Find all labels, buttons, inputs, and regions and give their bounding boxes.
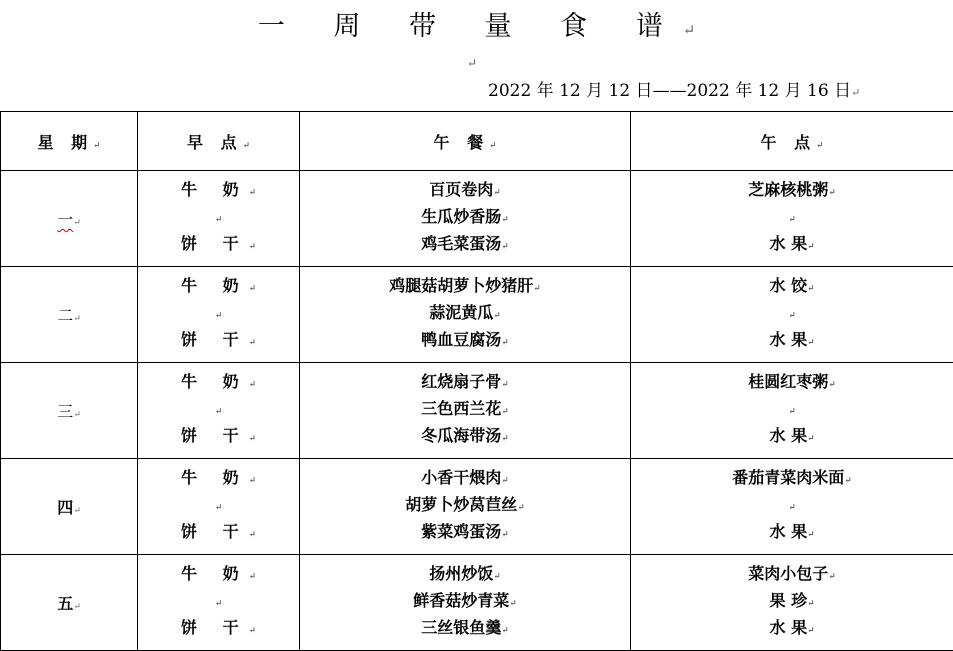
morning-snack-cell-line [138,562,299,589]
lunch-cell-line [300,466,630,493]
day-label: 二 [57,306,73,325]
paragraph-mark-icon: ↵ [788,311,795,321]
morning-snack-cell-lines [138,562,299,643]
cell-text: 饼 干 [181,330,249,349]
lunch-cell-line [300,589,630,616]
lunch-cell-lines [300,562,630,643]
paragraph-mark-icon: ↵ [493,188,500,198]
afternoon-snack-cell-lines [631,466,953,547]
day-cell [1,171,138,267]
paragraph-mark-icon: ↵ [73,602,80,612]
morning-snack-cell-lines [138,178,299,259]
lunch-cell-line [300,370,630,397]
paragraph-mark-icon: ↵ [73,314,80,324]
afternoon-snack-cell-line [631,562,953,589]
cell-text: 桂圆红枣粥 [748,372,828,391]
paragraph-mark-icon: ↵ [249,626,256,636]
paragraph-mark-icon: ↵ [249,242,256,252]
paragraph-mark-icon: ↵ [501,407,508,417]
menu-table [0,111,953,651]
cell-text: 小香干煨肉 [421,468,501,487]
morning-snack-cell-line [138,301,299,328]
paragraph-mark-icon: ↵ [501,530,508,540]
paragraph-mark-icon: ↵ [517,503,524,513]
morning-snack-cell [138,459,300,555]
cell-text: 鲜香菇炒青菜 [413,591,509,610]
paragraph-mark-icon: ↵ [807,434,814,444]
morning-snack-cell-line [138,493,299,520]
cell-text: 牛 奶 [181,372,249,391]
cell-text: 扬州炒饭 [429,564,493,583]
cell-text: 牛 奶 [181,276,249,295]
cell-text: 水 果 [770,522,808,541]
lunch-cell-line [300,424,630,451]
cell-text: 水 果 [770,330,808,349]
afternoon-snack-cell-line [631,232,953,259]
table-row [1,363,953,459]
day-cell [1,363,138,459]
paragraph-mark-icon: ↵ [215,503,222,513]
morning-snack-cell-line [138,232,299,259]
lunch-cell-line [300,493,630,520]
lunch-cell-lines [300,274,630,355]
cell-text: 牛 奶 [181,180,249,199]
cell-text: 饼 干 [181,426,249,445]
paragraph-mark-icon: ↵ [807,284,814,294]
table-row [1,267,953,363]
afternoon-snack-cell-line [631,466,953,493]
paragraph-mark-icon: ↵ [828,188,835,198]
cell-text: 菜肉小包子 [748,564,828,583]
paragraph-mark-icon: ↵ [215,215,222,225]
paragraph-mark-icon: ↵ [683,21,695,39]
afternoon-snack-cell [631,267,953,363]
lunch-cell-line [300,616,630,643]
cell-text: 百页卷肉 [429,180,493,199]
paragraph-mark-icon: ↵ [215,599,222,609]
lunch-cell-lines [300,370,630,451]
paragraph-mark-icon: ↵ [851,86,860,99]
day-cell [1,555,138,651]
afternoon-snack-cell-line [631,424,953,451]
lunch-cell-line [300,232,630,259]
table-row [1,171,953,267]
afternoon-snack-cell-line [631,178,953,205]
paragraph-mark-icon: ↵ [501,434,508,444]
morning-snack-cell-line [138,589,299,616]
afternoon-snack-cell-line [631,589,953,616]
header-day: 星 期↵ [1,112,138,171]
cell-text: 三丝银鱼羹 [421,618,501,637]
paragraph-mark-icon: ↵ [828,380,835,390]
afternoon-snack-cell-line [631,397,953,424]
paragraph-mark-icon: ↵ [844,476,851,486]
lunch-cell-line [300,301,630,328]
cell-text: 鸭血豆腐汤 [421,330,501,349]
morning-snack-cell-line [138,520,299,547]
day-label: 三 [57,402,73,421]
paragraph-mark-icon: ↵ [493,311,500,321]
day-label: 五 [57,594,73,613]
lunch-cell-line [300,562,630,589]
cell-text: 蒜泥黄瓜 [429,303,493,322]
paragraph-mark-icon: ↵ [788,407,795,417]
paragraph-mark-icon: ↵ [493,572,500,582]
afternoon-snack-cell-line [631,370,953,397]
document-title-text: 一 周 带 量 食 谱 [258,11,683,42]
lunch-cell-line [300,328,630,355]
paragraph-mark-icon: ↵ [215,407,222,417]
lunch-cell [300,363,631,459]
cell-text: 番茄青菜肉米面 [732,468,844,487]
paragraph-mark-icon: ↵ [73,218,80,228]
table-header-row [1,112,953,171]
cell-text: 饼 干 [181,618,249,637]
lunch-cell-lines [300,178,630,259]
day-cell [1,459,138,555]
afternoon-snack-cell-line [631,205,953,232]
paragraph-mark-icon: ↵ [215,311,222,321]
table-row [1,459,953,555]
morning-snack-cell [138,363,300,459]
lunch-cell-line [300,520,630,547]
afternoon-snack-cell-line [631,328,953,355]
header-afternoon-snack: 午 点↵ [631,112,953,171]
paragraph-mark-icon: ↵ [788,503,795,513]
paragraph-mark-icon: ↵ [807,599,814,609]
morning-snack-cell-line [138,205,299,232]
paragraph-mark-icon: ↵ [788,215,795,225]
lunch-cell [300,555,631,651]
header-morning-snack: 早 点↵ [138,112,300,171]
cell-text: 饼 干 [181,234,249,253]
cell-text: 果 珍 [770,591,808,610]
cell-text: 水 果 [770,618,808,637]
day-label: 一 [57,210,73,229]
paragraph-mark-icon: ↵ [467,56,477,70]
paragraph-mark-icon: ↵ [249,572,256,582]
afternoon-snack-cell-line [631,520,953,547]
cell-text: 鸡腿菇胡萝卜炒猪肝 [389,276,533,295]
cell-text: 水 果 [770,234,808,253]
date-range-text: 2022 年 12 月 12 日——2022 年 12 月 16 日 [488,81,851,101]
paragraph-mark-icon: ↵ [501,626,508,636]
cell-text: 水 饺 [770,276,808,295]
morning-snack-cell [138,555,300,651]
morning-snack-cell-line [138,424,299,451]
document-title [0,4,953,43]
morning-snack-cell-lines [138,274,299,355]
afternoon-snack-cell-lines [631,274,953,355]
lunch-cell [300,459,631,555]
morning-snack-cell-lines [138,370,299,451]
cell-text: 生瓜炒香肠 [421,207,501,226]
afternoon-snack-cell [631,171,953,267]
cell-text: 红烧扇子骨 [421,372,501,391]
paragraph-mark-icon: ↵ [828,572,835,582]
paragraph-mark-icon: ↵ [501,242,508,252]
header-lunch: 午 餐↵ [300,112,631,171]
paragraph-mark-icon: ↵ [73,506,80,516]
lunch-cell-line [300,205,630,232]
date-range [488,76,860,101]
paragraph-mark-icon: ↵ [807,530,814,540]
paragraph-mark-icon: ↵ [501,380,508,390]
lunch-cell-line [300,397,630,424]
paragraph-mark-icon: ↵ [501,476,508,486]
paragraph-mark-icon: ↵ [249,530,256,540]
afternoon-snack-cell-lines [631,562,953,643]
paragraph-mark-icon: ↵ [533,284,540,294]
table-row [1,555,953,651]
paragraph-mark-icon: ↵ [73,410,80,420]
paragraph-mark-icon: ↵ [816,141,823,151]
paragraph-mark-icon: ↵ [93,141,100,151]
paragraph-mark-icon: ↵ [807,242,814,252]
cell-text: 紫菜鸡蛋汤 [421,522,501,541]
paragraph-mark-icon: ↵ [501,338,508,348]
lunch-cell [300,171,631,267]
cell-text: 水 果 [770,426,808,445]
morning-snack-cell-line [138,466,299,493]
morning-snack-cell-line [138,616,299,643]
paragraph-mark-icon: ↵ [807,338,814,348]
afternoon-snack-cell [631,555,953,651]
paragraph-mark-icon: ↵ [249,284,256,294]
afternoon-snack-cell-lines [631,178,953,259]
paragraph-mark-icon: ↵ [249,380,256,390]
lunch-cell-line [300,178,630,205]
lunch-cell-line [300,274,630,301]
cell-text: 鸡毛菜蛋汤 [421,234,501,253]
day-label: 四 [57,498,73,517]
lunch-cell-lines [300,466,630,547]
morning-snack-cell-line [138,274,299,301]
morning-snack-cell-line [138,328,299,355]
paragraph-mark-icon: ↵ [807,626,814,636]
cell-text: 冬瓜海带汤 [421,426,501,445]
paragraph-mark-icon: ↵ [501,215,508,225]
afternoon-snack-cell-line [631,301,953,328]
paragraph-mark-icon: ↵ [249,338,256,348]
morning-snack-cell [138,267,300,363]
paragraph-mark-icon: ↵ [509,599,516,609]
cell-text: 胡萝卜炒莴苣丝 [405,495,517,514]
paragraph-mark-icon: ↵ [249,476,256,486]
afternoon-snack-cell [631,363,953,459]
cell-text: 芝麻核桃粥 [748,180,828,199]
cell-text: 三色西兰花 [421,399,501,418]
afternoon-snack-cell [631,459,953,555]
afternoon-snack-cell-line [631,616,953,643]
cell-text: 饼 干 [181,522,249,541]
morning-snack-cell-line [138,178,299,205]
cell-text: 牛 奶 [181,564,249,583]
paragraph-mark-icon: ↵ [243,141,250,151]
paragraph-mark-icon: ↵ [249,188,256,198]
afternoon-snack-cell-line [631,274,953,301]
morning-snack-cell-lines [138,466,299,547]
afternoon-snack-cell-lines [631,370,953,451]
morning-snack-cell-line [138,370,299,397]
paragraph-mark-icon: ↵ [249,434,256,444]
lunch-cell [300,267,631,363]
paragraph-mark-icon: ↵ [489,141,496,151]
day-cell [1,267,138,363]
afternoon-snack-cell-line [631,493,953,520]
morning-snack-cell [138,171,300,267]
cell-text: 牛 奶 [181,468,249,487]
morning-snack-cell-line [138,397,299,424]
